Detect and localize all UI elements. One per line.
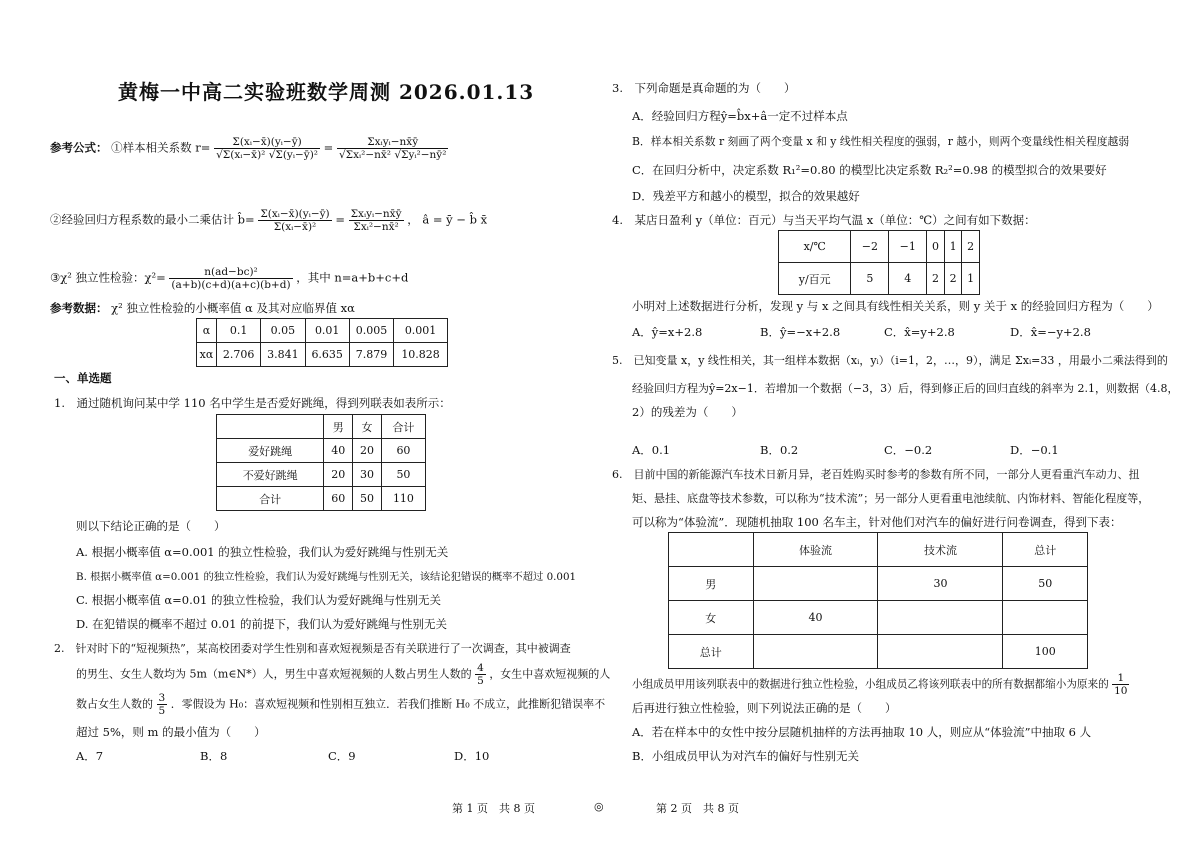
q6-line2: 矩、悬挂、底盘等技术参数，可以称为“技术流”；另一部分人更看重电池续航、内饰材料、智能化程度等， <box>632 492 1150 505</box>
q6-line1: 6. 目前中国的新能源汽车技术日新月异，老百姓购买时参考的参数有所不同，一部分人更看重汽车动力、扭 <box>612 468 1140 481</box>
q5-option-d: D．−0.1 <box>1010 443 1059 457</box>
q1-option-d: D. 在犯错误的概率不超过 0.01 的前提下，我们认为爱好跳绳与性别无关 <box>76 617 448 631</box>
q4-option-b: B．ŷ=−x+2.8 <box>760 325 841 339</box>
q5-option-b: B．0.2 <box>760 443 799 457</box>
q2-line1: 2. 针对时下的“短视频热”，某高校团委对学生性别和喜欢短视频是否有关联进行了一次调查，其中被调查 <box>54 642 571 655</box>
q3-option-c: C．在回归分析中，决定系数 R₁²=0.80 的模型比决定系数 R₂²=0.98 的模型拟合的效果要好 <box>632 163 1107 177</box>
q6-option-a: A．若在样本中的女性中按分层随机抽样的方法再抽取 10 人，则应从“体验流”中抽取 6 人 <box>632 725 1092 739</box>
formula-b-label: ②经验回归方程系数的最小二乘估计 <box>50 212 234 227</box>
ref-data-line: 参考数据： χ² 独立性检验的小概率值 α 及其对应临界值 xα <box>50 301 355 315</box>
q2-line2: 的男生、女生人数均为 5m（m∈N*）人，男生中喜欢短视频的人数占男生人数的 $\frac{4}{5}$ ，女生中喜欢短视频的人 <box>76 662 611 687</box>
q3-option-b: B．样本相关系数 r 刻画了两个变量 x 和 y 线性相关程度的强弱，r 越小，则两个变量线性相关程度越弱 <box>632 135 1130 148</box>
q1-stem: 1. 通过随机询问某中学 110 名中学生是否爱好跳绳，得到列联表如表所示： <box>54 396 451 410</box>
formula-b: ②经验回归方程系数的最小二乘估计 b̂= $\frac{\text{Σ(xᵢ−x̄)(yᵢ−ȳ)}}{\text{Σ(xᵢ−x̄)²}}$ = $\frac{\text{Σxᵢyᵢ−nx̄ȳ}}{\text{Σxᵢ²−nx̄²}}$ ， â = ȳ − b̂ x̄ <box>50 208 488 233</box>
footer-mark: ◎ <box>594 800 604 813</box>
page-title: 黄梅一中高二实验班数学周测 2026.01.13 <box>118 80 535 104</box>
q4-table: x/℃ −2 −1 0 1 2 y/百元 5 4 2 2 1 <box>778 230 980 295</box>
q3-option-a: A．经验回归方程ŷ=b̂x+â一定不过样本点 <box>632 109 848 123</box>
q2-option-d: D．10 <box>454 749 490 763</box>
ref-data-table: α 0.1 0.05 0.01 0.005 0.001 xα 2.706 3.841 6.635 7.879 10.828 <box>196 318 448 367</box>
q2-option-b: B．8 <box>200 749 228 763</box>
q4-option-a: A．ŷ=x+2.8 <box>632 325 703 339</box>
q4-option-d: D．x̂=−y+2.8 <box>1010 325 1091 339</box>
formula-r-frac2: $\frac{\text{Σxᵢyᵢ−nx̄ȳ}}{\text{√Σxᵢ²−nx̄² √Σyᵢ²−nȳ²}}$ <box>338 136 447 161</box>
formula-r-label: ①样本相关系数 r= <box>111 140 211 155</box>
q6-table: 体验流 技术流 总计 男 30 50 女 40 总计 100 <box>668 532 1088 669</box>
q3-option-d: D．残差平方和越小的模型，拟合的效果越好 <box>632 189 860 203</box>
formula-r: 参考公式： ①样本相关系数 r= $\frac{\text{Σ(xᵢ−x̄)(yᵢ−ȳ)}}{\text{√Σ(xᵢ−x̄)² √Σ(yᵢ−ȳ)²}}$ = $\frac{\text{Σxᵢyᵢ−nx̄ȳ}}{\text{√Σxᵢ²−nx̄² √Σyᵢ²−nȳ²}}$ <box>50 136 447 161</box>
section-heading: 一、单选题 <box>54 371 112 385</box>
q1-option-c: C. 根据小概率值 α=0.01 的独立性检验，我们认为爱好跳绳与性别无关 <box>76 593 442 607</box>
q2-line4: 超过 5%，则 m 的最小值为（ ） <box>76 725 266 739</box>
q3-stem: 3. 下列命题是真命题的为（ ） <box>612 81 796 95</box>
footer-page-right: 第 2 页 共 8 页 <box>656 802 739 815</box>
q5-line2: 经验回归方程为ŷ=2x−1．若增加一个数据（−3，3）后，得到修正后的回归直线的斜率为 2.1，则数据（4.8， <box>632 382 1179 395</box>
q2-option-c: C．9 <box>328 749 356 763</box>
q6-line5: 后再进行独立性检验，则下列说法正确的是（ ） <box>632 701 897 715</box>
formula-ref-label: 参考公式： <box>50 140 108 155</box>
q1-option-b: B. 根据小概率值 α=0.001 的独立性检验，我们认为爱好跳绳与性别无关，该结论犯错误的概率不超过 0.001 <box>76 571 577 583</box>
q6-line3: 可以称为“体验流”．现随机抽取 100 名车主，针对他们对汽车的偏好进行问卷调查，得到下表： <box>632 515 1122 529</box>
q1-option-a: A. 根据小概率值 α=0.001 的独立性检验，我们认为爱好跳绳与性别无关 <box>76 545 449 559</box>
q2-line3: 数占女生人数的 $\frac{3}{5}$ ．零假设为 H₀：喜欢短视频和性别相互独立．若我们推断 H₀ 不成立，此推断犯错误率不 <box>76 692 606 717</box>
formula-r-frac1: $\frac{\text{Σ(xᵢ−x̄)(yᵢ−ȳ)}}{\text{√Σ(xᵢ−x̄)² √Σ(yᵢ−ȳ)²}}$ <box>216 136 319 161</box>
q4-option-c: C．x̂=y+2.8 <box>884 325 955 339</box>
q5-line1: 5. 已知变量 x，y 线性相关，其一组样本数据（xᵢ，yᵢ）（i=1，2，…，9），满足 Σxᵢ=33 ，用最小二乘法得到的 <box>612 354 1168 367</box>
q5-option-a: A．0.1 <box>632 443 671 457</box>
q1-table: 男 女 合计 爱好跳绳 40 20 60 不爱好跳绳 20 30 50 合计 60 50 110 <box>216 414 426 511</box>
q4-prompt: 小明对上述数据进行分析，发现 y 与 x 之间具有线性相关关系，则 y 关于 x 的经验回归方程为（ ） <box>632 299 1159 313</box>
q1-prompt: 则以下结论正确的是（ ） <box>76 519 226 533</box>
q5-line3: 2）的残差为（ ） <box>632 405 743 419</box>
formula-chi2: ③χ² 独立性检验：χ²= $\frac{\text{n(ad−bc)²}}{(a+b)(c+d)(a+c)(b+d)}$ ，其中 n=a+b+c+d <box>50 266 409 291</box>
q6-option-b: B．小组成员甲认为对汽车的偏好与性别无关 <box>632 749 859 763</box>
q4-stem: 4. 某店日盈利 y（单位：百元）与当天平均气温 x（单位：℃）之间有如下数据： <box>612 213 1036 227</box>
q5-option-c: C．−0.2 <box>884 443 933 457</box>
q6-line4: 小组成员甲用该列联表中的数据进行独立性检验，小组成员乙将该列联表中的所有数据都缩小为原来的 $\frac{1}{10}$ <box>632 672 1128 697</box>
footer-page-left: 第 1 页 共 8 页 <box>452 802 535 815</box>
q2-option-a: A．7 <box>76 749 104 763</box>
